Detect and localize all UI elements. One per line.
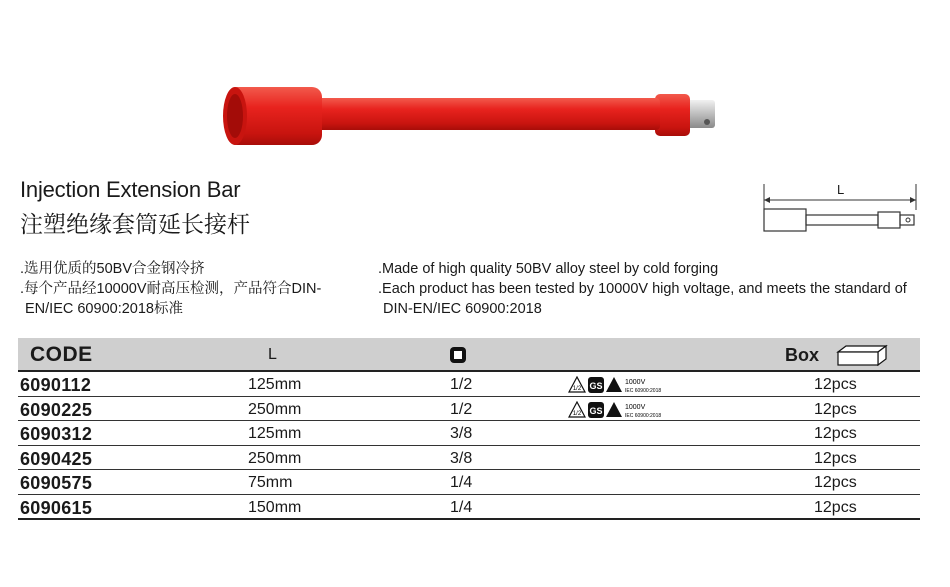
- svg-text:IEC 60900:2018: IEC 60900:2018: [625, 388, 662, 394]
- certification-marks-icon: [568, 376, 678, 394]
- header-box: Box: [785, 345, 820, 365]
- table-row: [18, 421, 920, 446]
- cell-length: 250mm: [248, 400, 302, 418]
- header-code: CODE: [30, 343, 93, 366]
- certification-marks-icon: [568, 401, 678, 419]
- svg-text:GS: GS: [589, 405, 603, 416]
- feature-en-3: DIN-EN/IEC 60900:2018: [383, 301, 542, 317]
- extension-bar-image: [215, 82, 725, 152]
- cell-pack: 12pcs: [814, 400, 857, 418]
- product-title-en: Injection Extension Bar: [20, 177, 241, 202]
- cell-code: 6090615: [20, 497, 93, 518]
- product-title-cn: 注塑绝缘套筒延长接杆: [20, 211, 250, 237]
- table-row: [18, 446, 920, 471]
- cell-pack: 12pcs: [814, 376, 857, 393]
- svg-text:1/2: 1/2: [572, 386, 582, 392]
- svg-text:GS: GS: [589, 381, 603, 391]
- cell-code: 6090112: [20, 375, 92, 395]
- cell-pack: 12pcs: [814, 425, 857, 442]
- cell-length: 125mm: [248, 376, 302, 393]
- table-row: [18, 397, 920, 422]
- dimension-label: L: [837, 182, 845, 197]
- svg-text:1/2: 1/2: [572, 410, 582, 417]
- svg-text:IEC 60900:2018: IEC 60900:2018: [625, 412, 662, 419]
- cell-code: 6090312: [20, 424, 93, 444]
- box-icon: [836, 344, 888, 366]
- cell-code: 6090425: [20, 448, 93, 469]
- feature-cn-2: .每个产品经10000V耐高压检测，产品符合DIN-: [20, 281, 322, 297]
- cell-code: 6090575: [20, 473, 93, 493]
- header-length: L: [268, 346, 277, 363]
- cell-length: 125mm: [248, 425, 302, 442]
- spec-table: [18, 338, 920, 520]
- cell-drive: 1/4: [450, 474, 473, 491]
- table-row: [18, 470, 920, 495]
- feature-en-1: .Made of high quality 50BV alloy steel by cold forging: [378, 261, 719, 277]
- cell-length: 150mm: [248, 498, 302, 516]
- feature-en-2: .Each product has been tested by 10000V high voltage, and meets the standard of: [378, 281, 907, 297]
- cell-code: 6090225: [20, 399, 93, 420]
- table-header: [18, 338, 920, 372]
- cell-drive: 1/2: [450, 376, 473, 393]
- cell-drive: 3/8: [450, 425, 473, 442]
- cell-pack: 12pcs: [814, 498, 857, 516]
- feature-cn-1: .选用优质的50BV合金钢冷挤: [20, 261, 205, 277]
- features-cn: [20, 259, 350, 319]
- cell-pack: 12pcs: [814, 449, 857, 467]
- svg-text:1000V: 1000V: [625, 403, 646, 411]
- table-body: [18, 372, 920, 520]
- features-en: [378, 259, 950, 319]
- svg-text:1000V: 1000V: [625, 379, 646, 386]
- feature-cn-3: EN/IEC 60900:2018标准: [25, 301, 183, 317]
- table-row: [18, 372, 920, 397]
- cell-length: 75mm: [248, 474, 293, 491]
- square-drive-icon: [450, 347, 466, 363]
- table-row: [18, 495, 920, 521]
- cell-length: 250mm: [248, 449, 302, 467]
- cell-drive: 1/2: [450, 400, 473, 418]
- cell-drive: 3/8: [450, 449, 473, 467]
- cell-drive: 1/4: [450, 498, 473, 516]
- cell-pack: 12pcs: [814, 474, 857, 491]
